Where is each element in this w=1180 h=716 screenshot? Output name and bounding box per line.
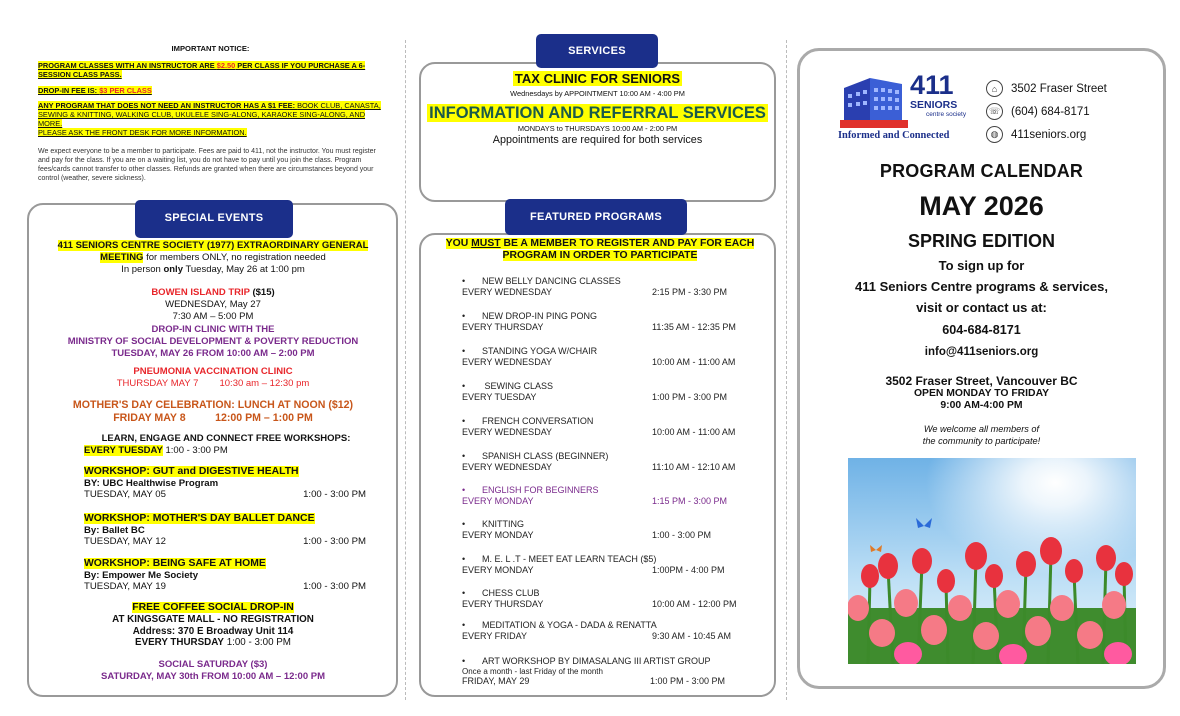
tulip-field-image [848,458,1136,664]
program-item: • SEWING CLASS EVERY TUESDAY 1:00 PM - 3:00 PM [462,381,728,402]
workshop-item: WORKSHOP: BEING SAFE AT HOME By: Empower Me Society TUESDAY, MAY 19 1:00 - 3:00 PM [84,558,366,592]
building-logo-icon [840,70,908,128]
logo-word: SENIORS [910,99,958,111]
column-divider [786,40,787,700]
important-notice [38,44,383,183]
program-item-art-workshop: • ART WORKSHOP BY DIMASALANG III ARTIST GROUP Once a month - last Friday of the month FRIDAY, MAY 29 1:00 PM - 3:00 PM [462,656,726,686]
program-item: • CHESS CLUB EVERY THURSDAY 10:00 AM - 12:00 PM [462,588,737,609]
location-hours: 3502 Fraser Street, Vancouver BC OPEN MONDAY TO FRIDAY 9:00 AM-4:00 PM [885,374,1078,411]
tax-clinic-service: TAX CLINIC FOR SENIORS Wednesdays by APPOINTMENT 10:00 AM - 4:00 PM [510,71,685,98]
program-item: • STANDING YOGA W/CHAIR EVERY WEDNESDAY 10:00 AM - 11:00 AM [462,346,736,367]
program-item: • MEDITATION & YOGA - DADA & RENATTA EVERY FRIDAY 9:30 AM - 10:45 AM [462,620,732,641]
social-saturday-event: SOCIAL SATURDAY ($3) SATURDAY, MAY 30th FROM 10:00 AM – 12:00 PM [100,659,326,682]
info-referral-service: INFORMATION AND REFERRAL SERVICES MONDAYS to THURSDAYS 10:00 AM - 2:00 PM Appointments are required for both services [429,104,766,146]
notice-title: IMPORTANT NOTICE: [171,44,250,53]
program-item: • ENGLISH FOR BEGINNERS EVERY MONDAY 1:15 PM - 3:00 PM [462,485,728,506]
program-item: • NEW BELLY DANCING CLASSES EVERY WEDNESDAY 2:15 PM - 3:30 PM [462,276,728,297]
services-tab: SERVICES [536,34,658,68]
welcome-note: We welcome all members of the community to participate! [922,424,1041,446]
notice-dropin-fee: DROP-IN FEE IS: $3 PER CLASS [38,85,152,95]
program-item: • FRENCH CONVERSATION EVERY WEDNESDAY 10:00 AM - 11:00 AM [462,416,736,437]
dropin-clinic-event: DROP-IN CLINIC WITH THE MINISTRY OF SOCIAL DEVELOPMENT & POVERTY REDUCTION TUESDAY, MAY 26 FROM 10:00 AM – 2:00 PM [67,324,359,359]
program-item: • KNITTING EVERY MONDAY 1:00 - 3:00 PM [462,519,712,540]
logo-tagline: Informed and Connected [838,130,950,141]
bowen-trip-event: BOWEN ISLAND TRIP ($15) WEDNESDAY, May 27 7:30 AM – 5:00 PM [151,287,275,322]
logo-number: 411 [910,70,954,100]
coffee-social-event: FREE COFFEE SOCIAL DROP-IN AT KINGSGATE MALL - NO REGISTRATION Address: 370 E Broadway Unit 114 EVERY THURSDAY 1:00 - 3:00 PM [112,602,314,649]
calendar-month: MAY 2026 [919,191,1044,221]
membership-required-note: YOU MUST BE A MEMBER TO REGISTER AND PAY FOR EACH PROGRAM IN ORDER TO PARTICIPATE [445,238,755,261]
notice-class-fee: PROGRAM CLASSES WITH AN INSTRUCTOR ARE $2.50 PER CLASS IF YOU PURCHASE A 6-SESSION CLASS PASS. [38,61,366,80]
program-item: • NEW DROP-IN PING PONG EVERY THURSDAY 11:35 AM - 12:35 PM [462,311,736,332]
logo-subtitle: centre society [926,111,967,118]
logo [840,70,970,140]
phone-icon: ☏ [986,103,1003,120]
notice-ask-desk: PLEASE ASK THE FRONT DESK FOR MORE INFORMATION. [38,128,247,138]
column-divider [405,40,406,700]
calendar-title: PROGRAM CALENDAR [879,161,1084,181]
workshop-item: WORKSHOP: MOTHER'S DAY BALLET DANCE By: Ballet BC TUESDAY, MAY 12 1:00 - 3:00 PM [84,513,366,547]
featured-programs-tab: FEATURED PROGRAMS [505,199,687,235]
free-workshops-intro: LEARN, ENGAGE AND CONNECT FREE WORKSHOPS: EVERY TUESDAY 1:00 - 3:00 PM [84,433,351,456]
pneumonia-clinic-event: PNEUMONIA VACCINATION CLINIC THURSDAY MAY 7 10:30 am – 12:30 pm [116,366,310,389]
notice-body: We expect everyone to be a member to participate. Fees are paid to 411, not the instructor. You must register and pay for the class. If you are on a waiting list, you do not have to pay until you join the class. Program fees/cards cannot transfer to other classes. Refunds are granted when there are circumstances beyond your control (weather, severe sickness). [38,147,376,182]
program-item: • SPANISH CLASS (BEGINNER) EVERY WEDNESDAY 11:10 AM - 12:10 AM [462,451,736,472]
contact-website: ◍ 411seniors.org [986,126,1086,143]
special-events-tab: SPECIAL EVENTS [135,200,293,238]
globe-icon: ◍ [986,126,1003,143]
email-address: info@411seniors.org [924,346,1039,358]
phone-number: 604-684-8171 [942,323,1021,337]
workshop-item: WORKSHOP: GUT and DIGESTIVE HEALTH BY: UBC Healthwise Program TUESDAY, MAY 05 1:00 - 3:00 PM [84,466,366,500]
mothers-day-event: MOTHER'S DAY CELEBRATION: LUNCH AT NOON ($12) FRIDAY MAY 8 12:00 PM – 1:00 PM [72,399,354,424]
notice-one-dollar-fee: ANY PROGRAM THAT DOES NOT NEED AN INSTRUCTOR HAS A $1 FEE: BOOK CLUB, CANASTA, SEWING & KNITTING, WALKING CLUB, UKULELE SING-ALONG, KARAOKE SING-ALONG, AND MORE. [38,100,381,129]
home-icon: ⌂ [986,80,1003,97]
signup-text: To sign up for 411 Seniors Centre programs & services, visit or contact us at: [855,258,1108,315]
contact-address: ⌂ 3502 Fraser Street [986,80,1107,97]
edition-title: SPRING EDITION [907,231,1055,251]
program-item: • M. E. L .T - MEET EAT LEARN TEACH ($5) EVERY MONDAY 1:00PM - 4:00 PM [462,554,725,575]
agm-event: 411 SENIORS CENTRE SOCIETY (1977) EXTRAORDINARY GENERAL MEETING for members ONLY, no registration needed In person only Tuesday, May 26 at 1:00 pm [57,240,369,275]
contact-phone: ☏ (604) 684-8171 [986,103,1090,120]
